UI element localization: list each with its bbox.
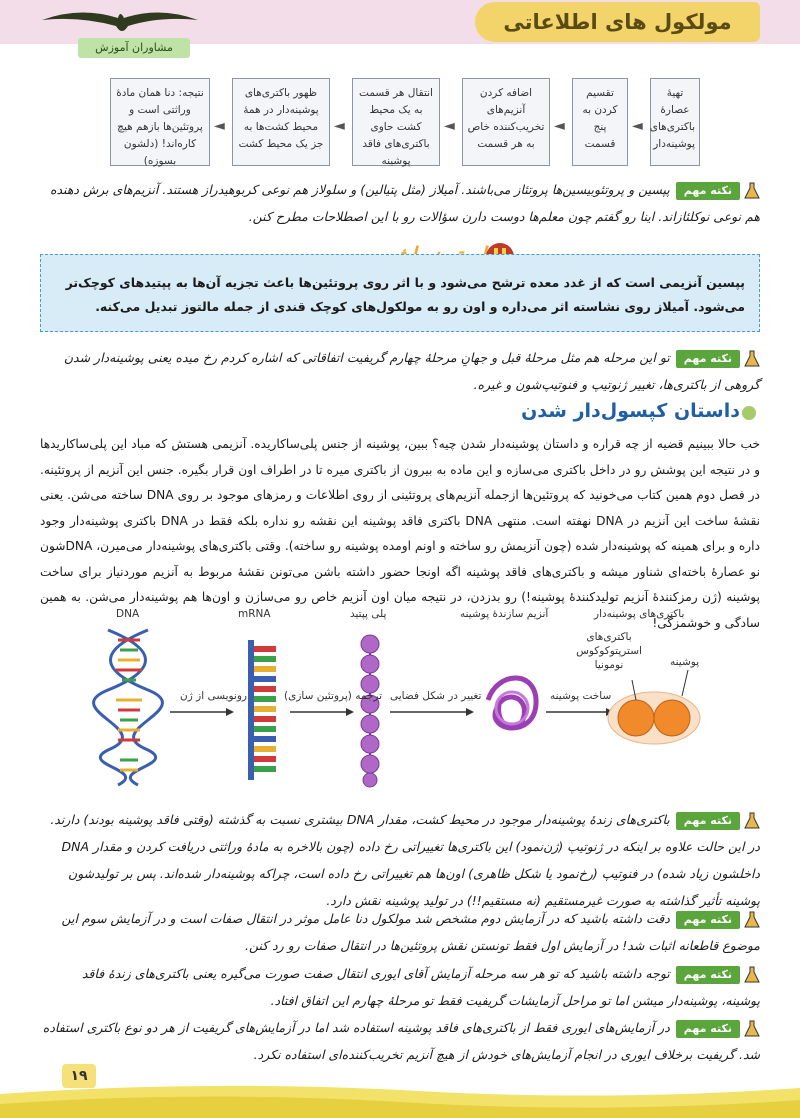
note-label: نکته مهم xyxy=(676,182,740,200)
mrna-strand-icon xyxy=(248,640,276,780)
flow-step-6: نتیجه: دنا همان مادهٔ وراثتی است و پروتئین‌ها بازهم هیچ کاره‌اند! (دلشون بسوزه) xyxy=(110,78,210,166)
label-mrna: mRNA xyxy=(238,608,271,620)
note-text: توجه داشته باشید که تو هر سه مرحله آزمایش آقای ایوری انتقال صفت صورت می‌گیره یعنی باکتری‌های زندهٔ فاقد پوشینه، پوشینه‌دار میشن اما تو مراحل آزمایشات گریفیت فقط تو مرحلهٔ چهارم این اتفاق افتاد. xyxy=(81,966,760,1008)
note-label: نکته مهم xyxy=(676,966,740,984)
flow-step-3: اضافه کردن آنزیم‌های تخریب‌کننده خاص به هر قسمت xyxy=(462,78,550,166)
dna-helix-icon xyxy=(94,630,163,785)
chapter-title: مولکول های اطلاعاتی xyxy=(475,2,760,42)
diagram-graphics xyxy=(88,620,728,788)
section-title: داستان کپسول‌دار شدن xyxy=(521,400,740,422)
label-species: باکتری‌های استرپتوکوکوس نومونیا xyxy=(576,631,642,671)
note-label: نکته مهم xyxy=(676,911,740,929)
page-number: ۱۹ xyxy=(62,1064,96,1088)
eagle-logo-icon xyxy=(40,2,200,38)
label-capsule: پوشینه xyxy=(670,656,700,668)
note-block xyxy=(40,1014,760,1068)
brand-tag: مشاوران آموزش xyxy=(78,38,190,58)
note-block xyxy=(40,960,760,1014)
capsule-synthesis-diagram xyxy=(88,606,728,790)
arrow-label-folding: تغییر در شکل فضایی xyxy=(390,690,482,702)
note-text: در آزمایش‌های ایوری فقط از باکتری‌های فاقد پوشینه استفاده شد اما در آزمایش‌های گریفیت از هر دو نوع باکتری استفاده شد. گریفیت برخلاف ایوری در انجام آزمایش‌های خودش از هیچ آنزیم تخریب‌کننده‌ای استفاده نکرد. xyxy=(42,1020,760,1062)
label-enzyme: آنزیم سازندهٔ پوشینه xyxy=(460,608,549,620)
experiment-flow-chart xyxy=(110,78,700,172)
note-block xyxy=(40,905,760,959)
arrow-left-icon: ◄ xyxy=(214,118,225,134)
arrow-left-icon: ◄ xyxy=(632,118,643,134)
note-block xyxy=(40,344,760,398)
arrow-left-icon: ◄ xyxy=(554,118,565,134)
flask-icon xyxy=(744,911,760,929)
flow-step-4: انتقال هر قسمت به یک محیط کشت حاوی باکتری‌های فاقد پوشینه xyxy=(352,78,440,166)
note-label: نکته مهم xyxy=(676,812,740,830)
note-block xyxy=(40,176,760,230)
arrow-left-icon: ◄ xyxy=(444,118,455,134)
flask-icon xyxy=(744,966,760,984)
section-bullet-icon xyxy=(742,406,756,420)
label-dna: DNA xyxy=(116,608,140,620)
note-block xyxy=(40,806,760,914)
footer-wave xyxy=(0,1074,800,1118)
note-label: نکته مهم xyxy=(676,1020,740,1038)
arrow-left-icon: ◄ xyxy=(334,118,345,134)
flask-icon xyxy=(744,1020,760,1038)
note-text: تو این مرحله هم مثل مرحلهٔ قبل و جهانِ مرحلهٔ چهارم گریفیت اتفاقاتی که اشاره کردم رخ میده یعنی پوشینه‌دار شدن گروهی از باکتری‌ها، تغییر ژنوتیپ و فنوتیپ‌شون و غیره. xyxy=(63,350,760,392)
encapsulated-bacteria-icon xyxy=(608,670,700,744)
flask-icon xyxy=(744,182,760,200)
warning-box: پپسین آنزیمی است که از غدد معده ترشح می‌شود و با اثر روی پروتئین‌ها باعث تجزیه آن‌ها به پپتیدهای کوچک‌تر می‌شود. آمیلاز روی نشاسته اثر می‌داره و اون رو به مولکول‌های کوچک قندی از جمله مالتوز تبدیل می‌کنه. xyxy=(40,254,760,332)
polypeptide-chain-icon xyxy=(361,635,379,787)
arrow-label-translation: ترجمه (پروتئین سازی) xyxy=(284,690,383,702)
arrow-label-transcription: رونویسی از ژن xyxy=(180,690,247,702)
note-label: نکته مهم xyxy=(676,350,740,368)
flow-step-1: تهیهٔ عصارهٔ باکتری‌های پوشینه‌دار xyxy=(650,78,700,166)
folded-enzyme-icon xyxy=(488,678,536,728)
arrow-label-capsule: ساخت پوشینه xyxy=(550,690,612,702)
note-text: پپسین و پروتئوبیسین‌ها پروتئاز می‌باشند. آمیلاز (مثل پتیالین) و سلولاز هم نوعی کربوهیدراز هستند. آنزیم‌های برش دهنده هم نوعی نوکلئاز‌اند. اینا رو گفتم چون معلم‌ها دوست دارن سؤالات رو با این اصطلاحات مطرح کنن. xyxy=(49,182,760,224)
flow-step-5: ظهور باکتری‌های پوشینه‌دار در همهٔ محیط کشت‌ها به جز یک محیط کشت xyxy=(232,78,330,166)
flask-icon xyxy=(744,812,760,830)
label-bacteria: باکتری‌های پوشینه‌دار xyxy=(594,608,685,620)
note-text: دقت داشته باشید که در آزمایش دوم مشخص شد مولکول دنا عامل موثر در انتقال صفات است و در آزمایش سوم این موضوع قاطعانه اثبات شد! در آزمایش اول فقط تونستن نقش پروتئین‌ها در انتقال صفات رو رد کنن. xyxy=(61,911,760,953)
note-text: باکتری‌های زندهٔ پوشینه‌دار موجود در محیط کشت، مقدار DNA بیشتری نسبت به گذشته (وقتی فاقد پوشینه بودند) دارند. در این حالت علاوه بر اینکه در ژنوتیپ (ژن‌نمود) این باکتری‌ها تغییراتی رخ داده (چون بالاخره به مادهٔ وراثتی دریافت کردن و مقدار DNA داخلشون زیاد شده) در فنوتیپ (رخ‌نمود یا شکل ظاهری) اون‌ها هم تغییراتی رخ داده است، چراکه پوشینه‌دار شده‌اند. پس بر تولیدشون پوشینه تأثیر گذاشته به صورت غیرمستقیم (نه مستقیم!!) در تولید پوشینه نقش دارد. xyxy=(50,812,760,908)
section-body: خب حالا ببینیم قضیه از چه قراره و داستان پوشینه‌دار شدن چیه؟ ببین، پوشینه از جنس پلی‌ساکارید‌ه. آنزیمی هستش که مباد این پلی‌ساکاریدها و در نتیجه این پوشش رو در داخل باکتری می‌سازه و این ماده به بیرون از باکتری میره تا در اطراف اون قرار بگیره. جنس این آنزیم از پروتئینه. در فصل دوم همین کتاب می‌خونید که پروتئین‌ها ازجمله آنزیم‌های پروتئینی از روی اطلاعات و رمزهای موجود بر روی DNA ساخته می‌شن. یعنی نقشهٔ ساخت این آنزیم در DNA نهفته است. منتهی DNA باکتری فاقد پوشینه این نقشه رو نداره بلکه فقط در DNA باکتری پوشینه‌دار وجود داره و برای همینه که پوشینه‌دار شده (چون آنزیمش رو ساخته و اونم اومده پوشینه رو ساخته). وقتی باکتری‌های پوشینه‌دار می‌میرن، DNAشون نو عصارهٔ باخته‌ای شناور میشه و باکتری‌های فاقد پوشینه اگه اونجا حضور داشته باشن می‌تونن نقشهٔ مربوط به آنزیم موردنیاز برای ساخت پوشینه (ژن رمزکنندهٔ آنزیم تولیدکنندهٔ پوشینه!) رو بدزدن، در نتیجه میان اون آنزیم خاص رو می‌سازن و اون‌ها هم پوشینه‌دار می‌شن. به همین سادگی و خوشمزگی! xyxy=(40,437,761,630)
flask-icon xyxy=(744,350,760,368)
flow-step-2: تقسیم کردن به پنج قسمت xyxy=(572,78,628,166)
label-polypeptide: پلی پپتید xyxy=(350,608,387,620)
